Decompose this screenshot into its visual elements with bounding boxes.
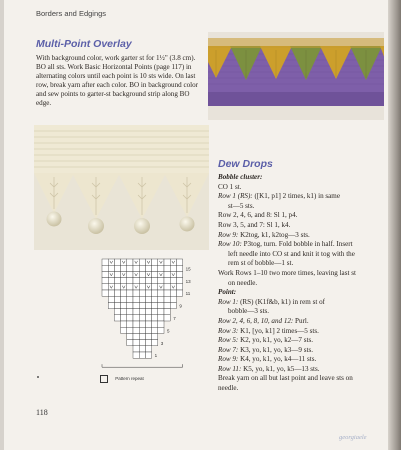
chart-cell	[121, 321, 127, 327]
chart-row-number: 3	[160, 340, 164, 346]
chart-cell	[145, 352, 151, 358]
point-step-row-text: K2, yo, k1, yo, k2—7 sts.	[238, 336, 313, 345]
bobble-cluster-steps	[218, 183, 370, 289]
chart-cell	[139, 290, 145, 296]
chart-cell	[133, 315, 139, 321]
chart-cell	[114, 290, 120, 296]
chart-cell	[121, 302, 127, 308]
point-step-line	[218, 374, 370, 384]
chart-cell	[121, 315, 127, 321]
point-step-row-label: Row 7:	[218, 345, 239, 354]
chart-cell	[170, 259, 176, 265]
chart-cell	[127, 340, 133, 346]
chart-cell	[121, 284, 127, 290]
bobble-step-row-text: CO 1 st.	[218, 182, 242, 191]
point-step-line	[218, 317, 370, 327]
chart-cell	[114, 296, 120, 302]
chart-cell	[152, 290, 158, 296]
chart-row-number: 11	[185, 291, 191, 297]
book-page	[4, 0, 388, 450]
chart-cell	[145, 309, 151, 315]
bobble-step-row-text: K2tog, k1, k2tog—3 sts.	[238, 230, 310, 239]
section-title-dew-drops: Dew Drops	[218, 158, 273, 170]
multi-point-swatch-photo	[208, 32, 384, 120]
chart-cell	[158, 321, 164, 327]
dew-drops-instructions	[218, 173, 370, 394]
chart-cell	[145, 290, 151, 296]
chart-cell	[152, 271, 158, 277]
bobble-step-line	[218, 240, 370, 250]
chart-cell	[114, 309, 120, 315]
page-number: 118	[36, 408, 48, 417]
chart-cell	[127, 315, 133, 321]
chart-cell	[145, 333, 151, 339]
chart-cell	[176, 259, 182, 265]
chart-cell	[170, 284, 176, 290]
chart-cell	[139, 321, 145, 327]
chart-cell	[158, 327, 164, 333]
chart-cell	[170, 290, 176, 296]
chart-cell	[133, 284, 139, 290]
stitch-chart	[90, 257, 210, 397]
chart-cell	[133, 296, 139, 302]
chart-cell	[139, 296, 145, 302]
chart-row-number: 15	[185, 266, 191, 272]
point-step-row-text: K1, [yo, k1] 2 times—5 sts.	[238, 326, 319, 335]
chart-cell	[145, 346, 151, 352]
chart-cell	[145, 327, 151, 333]
chart-cell	[121, 296, 127, 302]
bobble-step-row-label: Row 9:	[218, 230, 239, 239]
bobble-step-line	[218, 192, 370, 202]
chart-cell	[164, 315, 170, 321]
bobble-step-row-text: st—5 sts.	[228, 201, 255, 210]
chart-cell	[127, 290, 133, 296]
point-step-row-label: Row 5:	[218, 336, 239, 345]
chart-cell	[133, 340, 139, 346]
bobble-step-row-text: Row 2, 4, 6, and 8: Sl 1, p4.	[218, 211, 298, 220]
chart-cell	[102, 290, 108, 296]
chart-cell	[176, 278, 182, 284]
chart-cell	[176, 265, 182, 271]
chart-cell	[108, 290, 114, 296]
chart-cell	[170, 271, 176, 277]
chart-cell	[164, 271, 170, 277]
point-steps	[218, 298, 370, 394]
point-step-row-text: Purl.	[293, 316, 309, 325]
point-step-row-text: needle.	[218, 384, 239, 393]
bobble-step-line	[218, 202, 370, 212]
chart-cell	[170, 296, 176, 302]
chart-cell	[121, 327, 127, 333]
chart-cell	[158, 271, 164, 277]
chart-row-number: 5	[167, 328, 170, 334]
chart-cell	[164, 265, 170, 271]
chart-cell	[145, 265, 151, 271]
point-step-line	[218, 355, 370, 365]
chart-cell	[114, 271, 120, 277]
point-step-line	[218, 346, 370, 356]
chart-cell	[133, 309, 139, 315]
legend-swatch	[100, 375, 108, 383]
chart-cell	[152, 309, 158, 315]
bobble-step-row-text: left needle into CO st and knit it tog with the	[228, 249, 355, 258]
page-mark	[37, 376, 39, 378]
chart-cell	[139, 315, 145, 321]
point-step-line	[218, 298, 370, 308]
bobble-step-line	[218, 183, 370, 193]
bobble-step-line	[218, 279, 370, 289]
bobble-step-row-text: on needle.	[228, 278, 258, 287]
chart-cell	[139, 346, 145, 352]
bobble-step-row-label: Row 10:	[218, 240, 242, 249]
chart-cell	[139, 302, 145, 308]
pattern-repeat-label: Pattern repeat	[115, 376, 144, 382]
chart-cell	[164, 302, 170, 308]
chart-cell	[145, 271, 151, 277]
chart-cell	[139, 265, 145, 271]
chart-cell	[133, 278, 139, 284]
chart-cell	[102, 265, 108, 271]
chart-cell	[145, 321, 151, 327]
chart-cell	[152, 278, 158, 284]
bobble-step-row-text: P3tog, turn. Fold bobble in half. Insert	[241, 240, 353, 249]
chart-cell	[121, 259, 127, 265]
chart-row-number: 1	[154, 353, 158, 359]
chart-cell	[133, 352, 139, 358]
chart-cell	[114, 265, 120, 271]
chart-cell	[152, 302, 158, 308]
pattern-repeat-bracket	[102, 364, 183, 367]
chart-cell	[127, 327, 133, 333]
chart-cell	[139, 333, 145, 339]
bobble-step-line	[218, 259, 370, 269]
chart-cell	[158, 290, 164, 296]
chart-cell	[158, 315, 164, 321]
chart-cell	[152, 259, 158, 265]
chart-cell	[158, 302, 164, 308]
chart-row-number: 7	[173, 316, 176, 321]
chart-cell	[139, 327, 145, 333]
chart-row-number: 13	[185, 278, 191, 284]
chart-cell	[139, 278, 145, 284]
chart-cell	[127, 309, 133, 315]
chart-cell	[158, 284, 164, 290]
dew-drops-swatch-photo	[34, 125, 209, 250]
point-step-line	[218, 336, 370, 346]
chart-cell	[145, 259, 151, 265]
chart-cell	[145, 278, 151, 284]
chart-cell	[164, 259, 170, 265]
point-step-row-text: K3, yo, k1, yo, k3—9 sts.	[238, 345, 313, 354]
chart-cell	[158, 259, 164, 265]
chart-cell	[139, 284, 145, 290]
chart-cell	[152, 315, 158, 321]
bobble-step-row-text: Row 3, 5, and 7: Sl 1, k4.	[218, 220, 291, 229]
bobble-step-row-text: Work Rows 1–10 two more times, leaving last st	[218, 268, 356, 277]
point-step-row-text: (RS) (K1f&b, k1) in rem st of	[238, 297, 325, 306]
chart-cell	[121, 271, 127, 277]
chart-cell	[133, 346, 139, 352]
chart-cell	[158, 265, 164, 271]
chart-cell	[108, 271, 114, 277]
chart-cell	[164, 284, 170, 290]
chart-cell	[133, 302, 139, 308]
chart-cell	[139, 271, 145, 277]
chart-cell	[145, 296, 151, 302]
point-step-row-label: Row 9:	[218, 355, 239, 364]
chart-cell	[145, 302, 151, 308]
bobble-cluster-heading: Bobble cluster:	[218, 173, 263, 181]
bobble-step-line	[218, 221, 370, 231]
chart-cell	[133, 271, 139, 277]
chart-cell	[127, 333, 133, 339]
bobble-step-row-label: Row 1 (RS):	[218, 192, 253, 201]
chart-cell	[102, 259, 108, 265]
point-step-line	[218, 365, 370, 375]
chart-cell	[121, 309, 127, 315]
chart-cell	[164, 278, 170, 284]
chart-cell	[133, 290, 139, 296]
chart-cell	[152, 340, 158, 346]
point-heading: Point:	[218, 288, 237, 297]
chart-cell	[108, 278, 114, 284]
point-step-row-text: Break yarn on all but last point and leave sts on	[218, 374, 353, 383]
chart-cell	[114, 284, 120, 290]
bobble-step-line	[218, 269, 370, 279]
chart-cell	[139, 309, 145, 315]
bobble-step-row-text: rem st of bobble—1 st.	[228, 259, 294, 268]
chart-cell	[133, 259, 139, 265]
point-step-row-label: Row 11:	[218, 364, 242, 373]
chart-cell	[145, 315, 151, 321]
chart-legend	[100, 375, 144, 383]
point-step-row-text: K4, yo, k1, yo, k4—11 sts.	[238, 355, 317, 364]
chart-cell	[127, 265, 133, 271]
chart-cell	[108, 302, 114, 308]
point-step-row-label: Row 2, 4, 6, 8, 10, and 12:	[218, 316, 294, 325]
point-step-row-text: bobble—3 sts.	[228, 307, 269, 316]
bobble-step-line	[218, 231, 370, 241]
chart-cell	[127, 259, 133, 265]
point-step-line	[218, 384, 370, 394]
multi-point-paragraph: With background color, work garter st for 1½" (3.8 cm). BO all sts. Work Basic Horizontal Points (page 117) in alternating colors until each point is 10 sts wide. On last row, break yarn after each color. BO in background color and sew points to garter-st background strip along BO edge.	[36, 54, 199, 107]
chart-cell	[133, 321, 139, 327]
chart-cell	[158, 278, 164, 284]
chart-cell	[114, 302, 120, 308]
scan-signature: georgiaele	[339, 434, 367, 441]
point-step-row-text: K5, yo, k1, yo, k5—13 sts.	[241, 364, 320, 373]
bobble-step-row-text: ([K1, p1] 2 times, k1) in same	[252, 192, 340, 201]
section-title-multi-point: Multi-Point Overlay	[36, 38, 132, 50]
chart-cell	[176, 290, 182, 296]
chart-cell	[145, 284, 151, 290]
chart-cell	[170, 278, 176, 284]
chart-cell	[127, 296, 133, 302]
chart-cell	[170, 302, 176, 308]
chart-cell	[127, 271, 133, 277]
chart-cell	[102, 278, 108, 284]
chart-cell	[127, 302, 133, 308]
chart-cell	[176, 271, 182, 277]
dew-drops-swatch-illustration	[34, 125, 209, 250]
chart-cell	[170, 265, 176, 271]
chart-cell	[102, 284, 108, 290]
chart-cell	[127, 278, 133, 284]
chart-row-number: 9	[179, 303, 182, 309]
chart-cell	[158, 309, 164, 315]
multi-point-instructions	[36, 54, 201, 108]
point-step-row-label: Row 3:	[218, 326, 239, 335]
book-gutter	[388, 0, 401, 450]
chart-cell	[152, 265, 158, 271]
bobble-step-line	[218, 211, 370, 221]
running-head: Borders and Edgings	[36, 9, 107, 18]
chart-cell	[121, 278, 127, 284]
chart-cell	[114, 278, 120, 284]
chart-cell	[152, 333, 158, 339]
chart-cell	[108, 296, 114, 302]
chart-cell	[133, 333, 139, 339]
chart-cell	[139, 352, 145, 358]
chart-cell	[164, 296, 170, 302]
chart-cell	[102, 271, 108, 277]
chart-cell	[127, 284, 133, 290]
chart-cell	[127, 321, 133, 327]
chart-cell	[108, 284, 114, 290]
chart-cell	[121, 290, 127, 296]
chart-cell	[145, 340, 151, 346]
chart-cell	[121, 265, 127, 271]
chart-cell	[133, 327, 139, 333]
point-step-line	[218, 307, 370, 317]
chart-cell	[176, 284, 182, 290]
chart-cell	[114, 315, 120, 321]
chart-cell	[139, 259, 145, 265]
chart-cell	[108, 265, 114, 271]
chart-cell	[139, 340, 145, 346]
chart-cell	[164, 309, 170, 315]
chart-cell	[152, 321, 158, 327]
chart-cell	[133, 265, 139, 271]
chart-cell	[152, 284, 158, 290]
chart-cell	[158, 296, 164, 302]
chart-cell	[164, 290, 170, 296]
bobble-step-line	[218, 250, 370, 260]
point-step-row-label: Row 1:	[218, 297, 239, 306]
point-step-line	[218, 327, 370, 337]
chart-cell	[152, 296, 158, 302]
multi-point-swatch-illustration	[208, 32, 384, 120]
chart-cell	[114, 259, 120, 265]
chart-cell	[152, 327, 158, 333]
chart-cell	[108, 259, 114, 265]
